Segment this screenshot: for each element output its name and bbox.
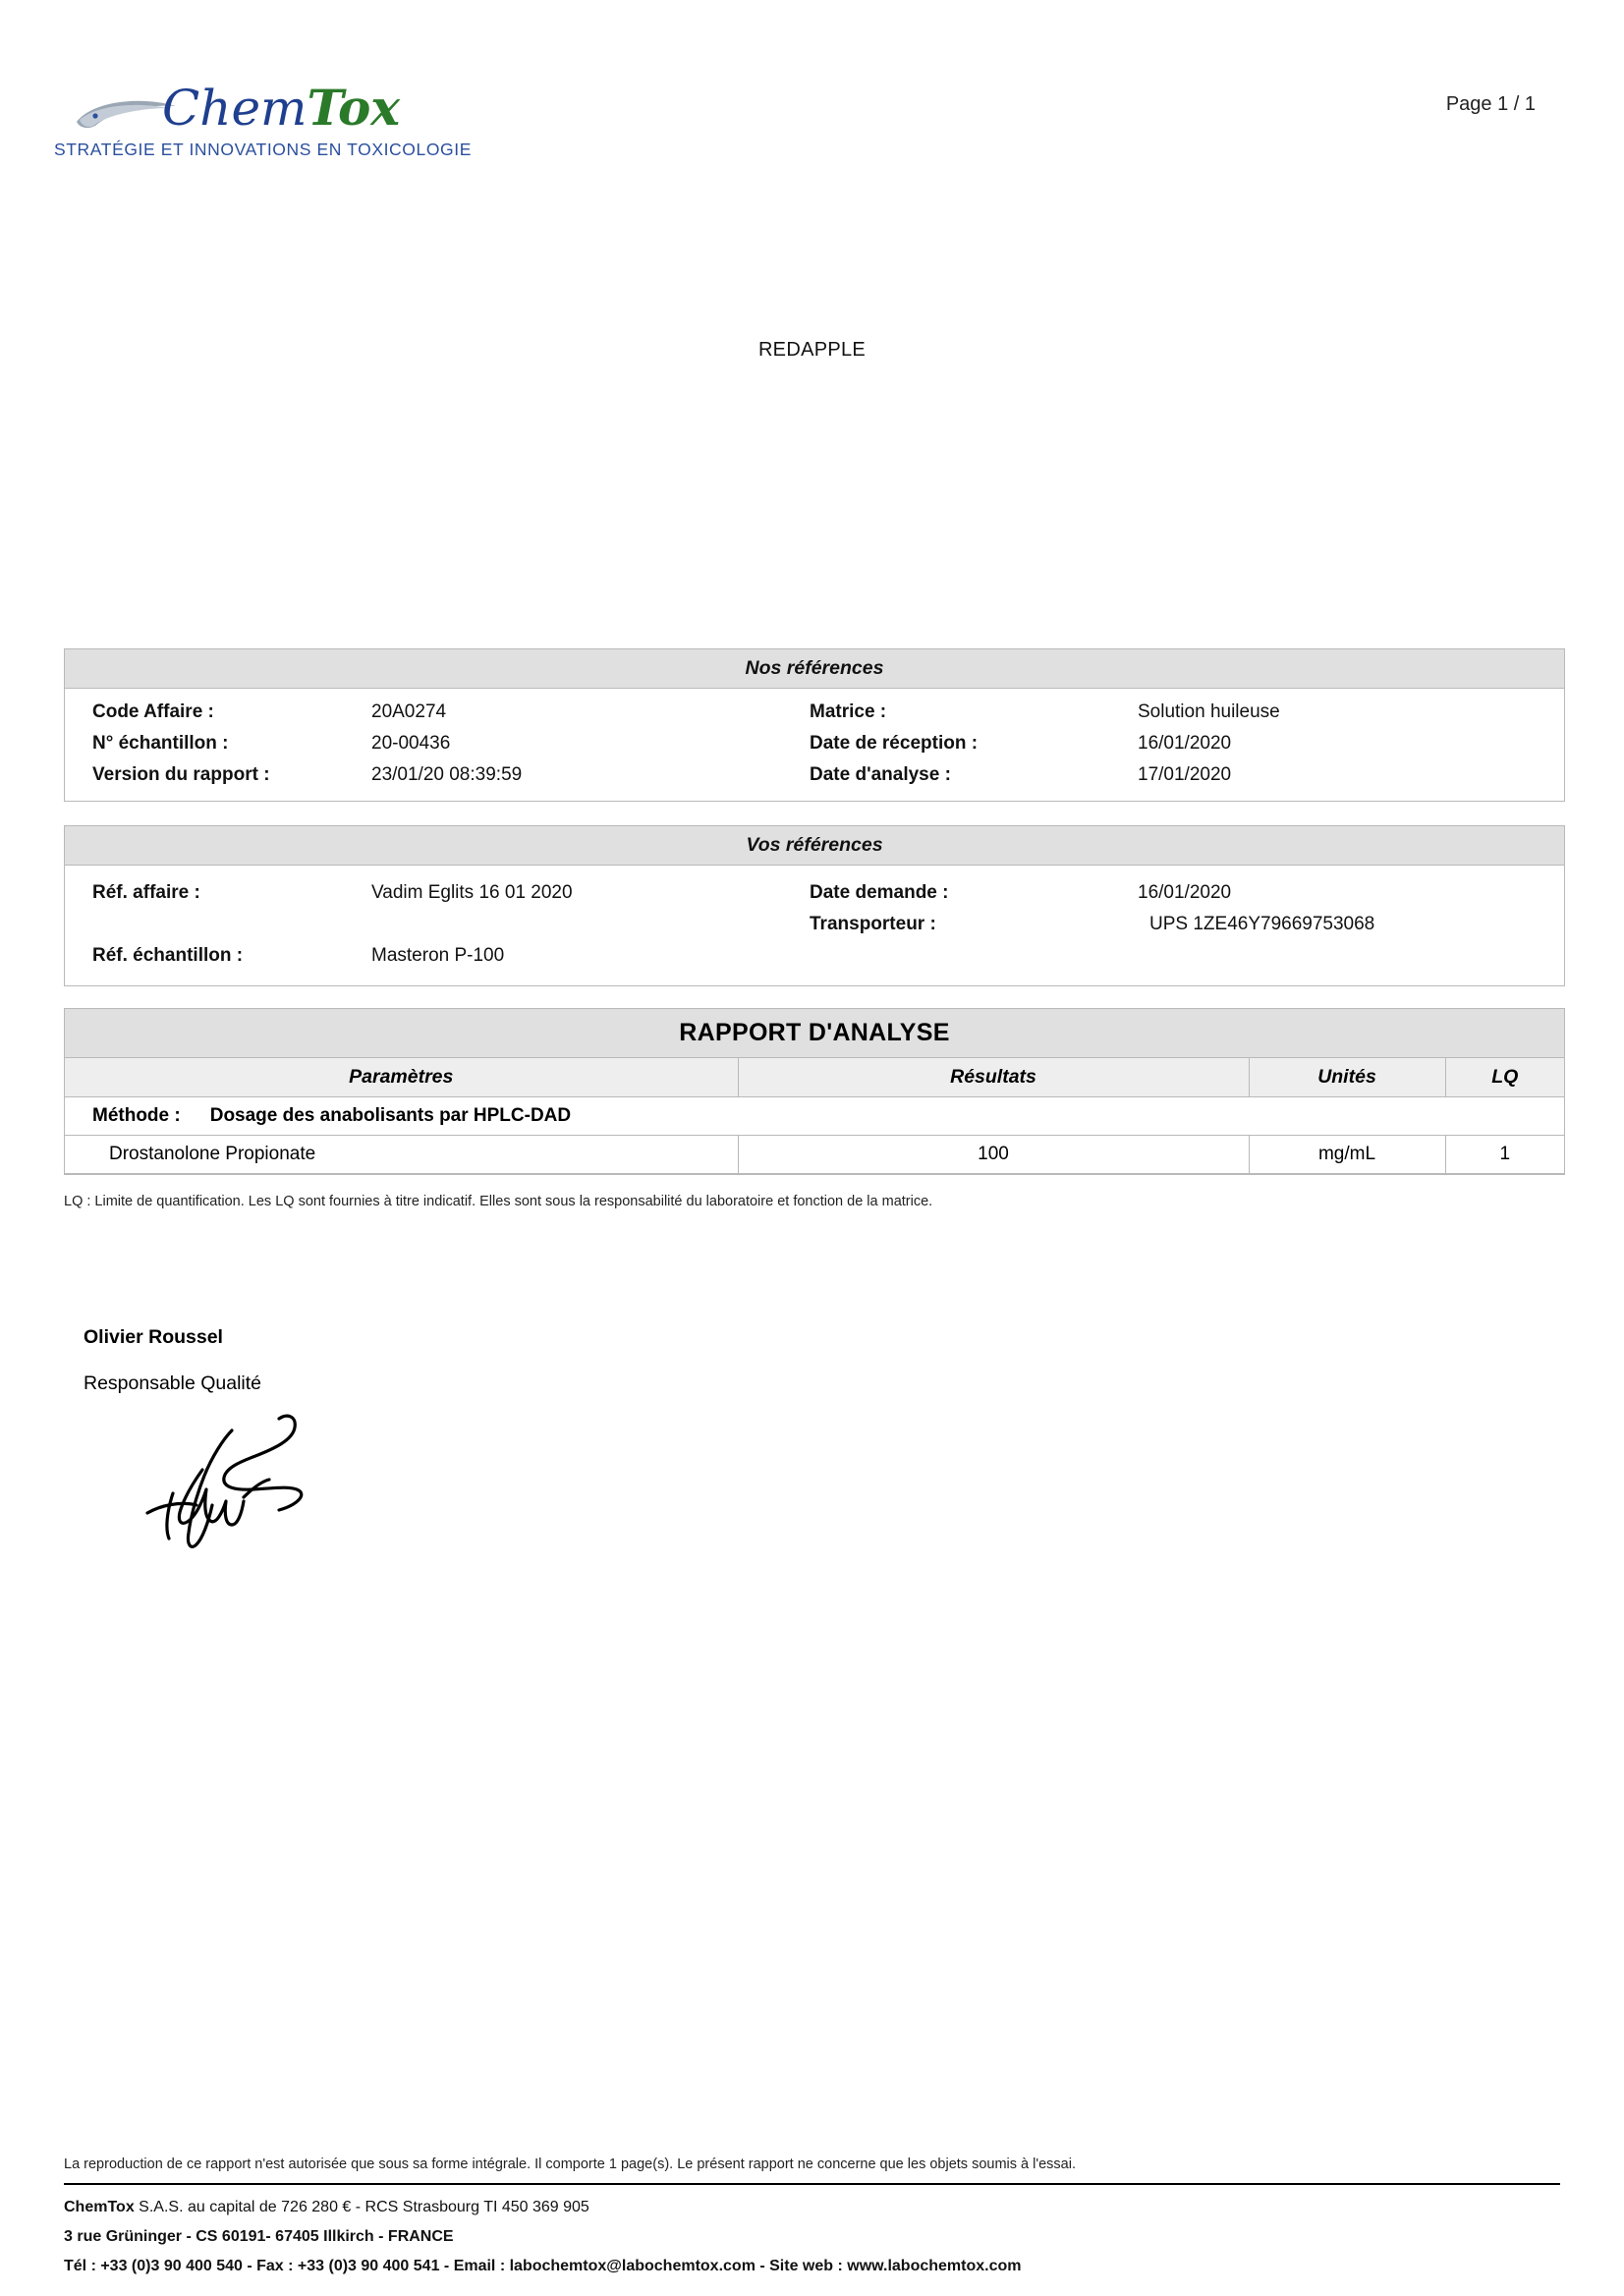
results-table — [65, 1058, 1564, 1174]
method-cell — [65, 1097, 1564, 1136]
column-unites: Unités — [1249, 1058, 1445, 1097]
signatory-name: Olivier Roussel — [84, 1326, 223, 1348]
date-reception-label: Date de réception : — [810, 733, 979, 754]
numero-echantillon-value: 20-00436 — [371, 733, 451, 754]
date-reception-value: 16/01/2020 — [1138, 733, 1232, 754]
footer-line-1 — [64, 2199, 589, 2216]
transporteur-label: Transporteur : — [810, 914, 936, 934]
row-resultat: 100 — [738, 1136, 1249, 1174]
nos-references-title: Nos références — [65, 649, 1564, 689]
document-header — [0, 59, 1624, 196]
footer-line-2: 3 rue Grüninger - CS 60191- 67405 Illkirch - FRANCE — [64, 2228, 454, 2245]
column-parametres: Paramètres — [65, 1058, 738, 1097]
column-resultats: Résultats — [738, 1058, 1249, 1097]
spacer-left-value — [369, 909, 782, 940]
matrice-label: Matrice : — [810, 701, 887, 722]
page-number: Page 1 / 1 — [1445, 93, 1536, 115]
code-affaire-label: Code Affaire : — [92, 701, 214, 722]
rapport-title: RAPPORT D'ANALYSE — [65, 1009, 1564, 1058]
code-affaire-value: 20A0274 — [371, 701, 447, 722]
lq-note: LQ : Limite de quantification. Les LQ sont fournies à titre indicatif. Elles sont sous la responsabilité du laboratoire et fonction de la matrice. — [64, 1194, 933, 1209]
spacer-right-value — [1136, 940, 1564, 972]
date-demande-value: 16/01/2020 — [1138, 882, 1232, 903]
logo-wordmark — [162, 79, 400, 137]
method-row — [65, 1097, 1564, 1136]
ref-affaire-value: Vadim Eglits 16 01 2020 — [371, 882, 573, 903]
logo-chem-text: Chem — [162, 80, 308, 137]
transporteur-value: UPS 1ZE46Y79669753068 — [1149, 914, 1375, 934]
footer-line-3: Tél : +33 (0)3 90 400 540 - Fax : +33 (0)3 90 400 541 - Email : labochemtox@labochemtox.com - Site web : www.labochemtox.com — [64, 2258, 1022, 2274]
signatory-role: Responsable Qualité — [84, 1372, 262, 1394]
row-lq: 1 — [1445, 1136, 1564, 1174]
nos-references-grid — [65, 689, 1564, 801]
date-analyse-value: 17/01/2020 — [1138, 764, 1232, 785]
column-lq: LQ — [1445, 1058, 1564, 1097]
footer-divider — [64, 2183, 1560, 2185]
method-label: Méthode : — [92, 1105, 181, 1126]
results-header-row — [65, 1058, 1564, 1097]
footer-note: La reproduction de ce rapport n'est autorisée que sous sa forme intégrale. Il comporte 1 page(s). Le présent rapport ne concerne que les objets soumis à l'essai. — [64, 2156, 1076, 2172]
logo-tagline: STRATÉGIE ET INNOVATIONS EN TOXICOLOGIE — [54, 140, 473, 159]
signature-image — [86, 1395, 352, 1567]
vos-references-grid — [65, 866, 1564, 985]
ref-echantillon-value: Masteron P-100 — [371, 945, 505, 966]
client-name: REDAPPLE — [757, 339, 867, 361]
version-rapport-value: 23/01/20 08:39:59 — [371, 764, 523, 785]
row-unite: mg/mL — [1249, 1136, 1445, 1174]
version-rapport-label: Version du rapport : — [92, 764, 270, 785]
footer-company-rest: S.A.S. au capital de 726 280 € - RCS Strasbourg TI 450 369 905 — [134, 2199, 589, 2215]
vos-references-title: Vos références — [65, 826, 1564, 866]
vos-references-block — [64, 825, 1565, 986]
row-parametre: Drostanolone Propionate — [65, 1136, 738, 1174]
date-analyse-label: Date d'analyse : — [810, 764, 951, 785]
ref-affaire-label: Réf. affaire : — [92, 882, 200, 903]
numero-echantillon-label: N° échantillon : — [92, 733, 229, 754]
table-row — [65, 1136, 1564, 1174]
logo-tox-text: Tox — [307, 79, 401, 137]
matrice-value: Solution huileuse — [1138, 701, 1280, 722]
nos-references-block — [64, 648, 1565, 802]
rapport-analyse-block — [64, 1008, 1565, 1175]
ref-echantillon-label: Réf. échantillon : — [92, 945, 244, 966]
method-value: Dosage des anabolisants par HPLC-DAD — [209, 1105, 572, 1126]
footer-company-name: ChemTox — [64, 2199, 135, 2215]
spacer-right — [782, 940, 1136, 972]
date-demande-label: Date demande : — [810, 882, 949, 903]
spacer-left — [65, 909, 369, 940]
